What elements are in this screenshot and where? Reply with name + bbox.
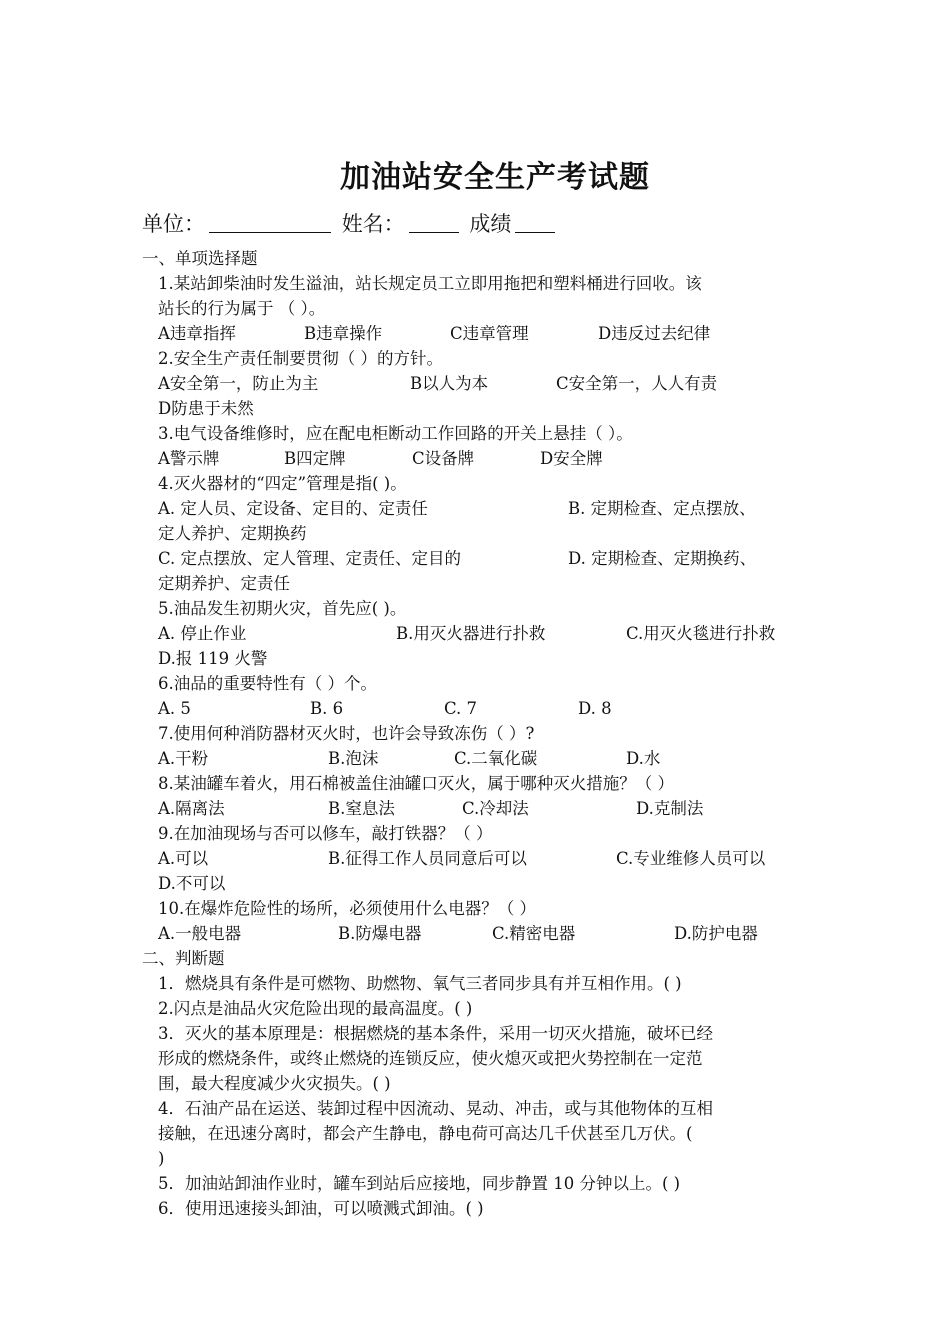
question-6-line-1: 6.油品的重要特性有（ ）个。	[158, 674, 377, 693]
option-b: B四定牌	[284, 449, 346, 468]
question-1-line-1: 1.某站卸柴油时发生溢油，站长规定员工立即用拖把和塑料桶进行回收。该	[158, 274, 702, 293]
score-label: 成绩	[469, 212, 512, 236]
option-c: C.二氧化碳	[454, 749, 538, 768]
name-label: 姓名：	[341, 212, 405, 236]
score-blank[interactable]	[515, 210, 555, 233]
question-3-line-1: 3.电气设备维修时，应在配电柜断动工作回路的开关上悬挂（ ）。	[158, 424, 633, 443]
option-b-continued: 定人养护、定期换药	[158, 524, 307, 543]
judgment-4-line-3: )	[158, 1149, 165, 1168]
option-a: A. 5	[158, 699, 191, 718]
judgment-3-line-3: 围，最大程度减少火灾损失。( )	[158, 1074, 391, 1093]
option-d: D. 定期检查、定期换药、	[568, 549, 757, 568]
question-7-options	[142, 746, 802, 771]
option-b: B. 6	[310, 699, 344, 718]
question-2-line-1: 2.安全生产责任制要贯彻（ ）的方针。	[158, 349, 443, 368]
judgment-4-line-2: 接触，在迅速分离时，都会产生静电，静电荷可高达几千伏甚至几万伏。(	[158, 1124, 693, 1143]
page-title: 加油站安全生产考试题	[340, 160, 650, 195]
option-c: C.专业维修人员可以	[616, 849, 766, 868]
option-b: B.泡沫	[328, 749, 379, 768]
exam-content	[142, 246, 802, 1221]
question-9-options	[142, 846, 802, 871]
option-d: D.不可以	[158, 874, 226, 893]
section-single-choice: 一、单项选择题	[142, 249, 258, 268]
judgment-4-line-1: 4．石油产品在运送、装卸过程中因流动、晃动、冲击，或与其他物体的互相	[158, 1099, 713, 1118]
judgment-6: 6．使用迅速接头卸油，可以喷溅式卸油。( )	[158, 1199, 484, 1218]
option-b: B违章操作	[304, 324, 383, 343]
option-d: D.克制法	[636, 799, 704, 818]
question-8-line-1: 8.某油罐车着火，用石棉被盖住油罐口灭火，属于哪种灭火措施？（ ）	[158, 774, 674, 793]
option-c: C. 定点摆放、定人管理、定责任、定目的	[158, 549, 462, 568]
option-a: A. 定人员、定设备、定目的、定责任	[158, 499, 428, 518]
option-d: D.水	[626, 749, 661, 768]
question-2-options	[142, 371, 802, 396]
option-b: B.征得工作人员同意后可以	[328, 849, 527, 868]
question-5-line-1: 5.油品发生初期火灾，首先应( )。	[158, 599, 407, 618]
option-c: C.用灭火毯进行扑救	[626, 624, 776, 643]
option-a: A违章指挥	[158, 324, 236, 343]
unit-label: 单位：	[142, 212, 205, 236]
judgment-3-line-1: 3．灭火的基本原理是：根据燃烧的基本条件，采用一切灭火措施，破坏已经	[158, 1024, 713, 1043]
option-b: B. 定期检查、定点摆放、	[568, 499, 756, 518]
question-4-options-ab	[142, 496, 802, 521]
question-9-line-1: 9.在加油现场与否可以修车，敲打铁器？（ ）	[158, 824, 493, 843]
option-b: B.窒息法	[328, 799, 395, 818]
option-a: A警示牌	[158, 449, 220, 468]
option-b: B.用灭火器进行扑救	[396, 624, 546, 643]
name-blank[interactable]	[409, 210, 459, 233]
section-true-false: 二、判断题	[142, 949, 225, 968]
option-d: D违反过去纪律	[598, 324, 711, 343]
question-1-line-2: 站长的行为属于 （ ）。	[158, 299, 326, 318]
question-10-options	[142, 921, 802, 946]
judgment-3-line-2: 形成的燃烧条件，或终止燃烧的连锁反应，使火熄灭或把火势控制在一定范	[158, 1049, 703, 1068]
option-a: A.可以	[158, 849, 209, 868]
judgment-2: 2.闪点是油品火灾危险出现的最高温度。( )	[158, 999, 473, 1018]
option-c: C.精密电器	[492, 924, 576, 943]
question-3-options	[142, 446, 802, 471]
question-8-options	[142, 796, 802, 821]
option-d: D.防护电器	[674, 924, 758, 943]
question-4-line-1: 4.灭火器材的“四定”管理是指( )。	[158, 474, 407, 493]
option-d: D防患于未然	[158, 399, 254, 418]
question-1-options	[142, 321, 802, 346]
header-info	[142, 208, 559, 238]
question-6-options	[142, 696, 802, 721]
question-5-options	[142, 621, 802, 646]
option-d: D.报 119 火警	[158, 649, 268, 668]
option-b: B以人为本	[410, 374, 489, 393]
option-c: C违章管理	[450, 324, 529, 343]
option-c: C.冷却法	[462, 799, 529, 818]
option-a: A. 停止作业	[158, 624, 247, 643]
question-7-line-1: 7.使用何种消防器材灭火时，也许会导致冻伤（ ）?	[158, 724, 535, 743]
question-4-options-cd	[142, 546, 802, 571]
option-a: A.干粉	[158, 749, 209, 768]
option-a: A安全第一，防止为主	[158, 374, 319, 393]
option-c: C设备牌	[412, 449, 475, 468]
option-c: C安全第一，人人有责	[556, 374, 718, 393]
judgment-1: 1．燃烧具有条件是可燃物、助燃物、氧气三者同步具有并互相作用。( )	[158, 974, 682, 993]
judgment-5: 5．加油站卸油作业时，罐车到站后应接地，同步静置 10 分钟以上。( )	[158, 1174, 681, 1193]
option-a: A.一般电器	[158, 924, 242, 943]
option-d: D. 8	[578, 699, 612, 718]
unit-blank[interactable]	[209, 210, 331, 233]
option-c: C. 7	[444, 699, 478, 718]
option-b: B.防爆电器	[338, 924, 422, 943]
option-d: D安全牌	[540, 449, 603, 468]
option-a: A.隔离法	[158, 799, 225, 818]
option-d-continued: 定期养护、定责任	[158, 574, 290, 593]
question-10-line-1: 10.在爆炸危险性的场所，必须使用什么电器？（ ）	[158, 899, 536, 918]
